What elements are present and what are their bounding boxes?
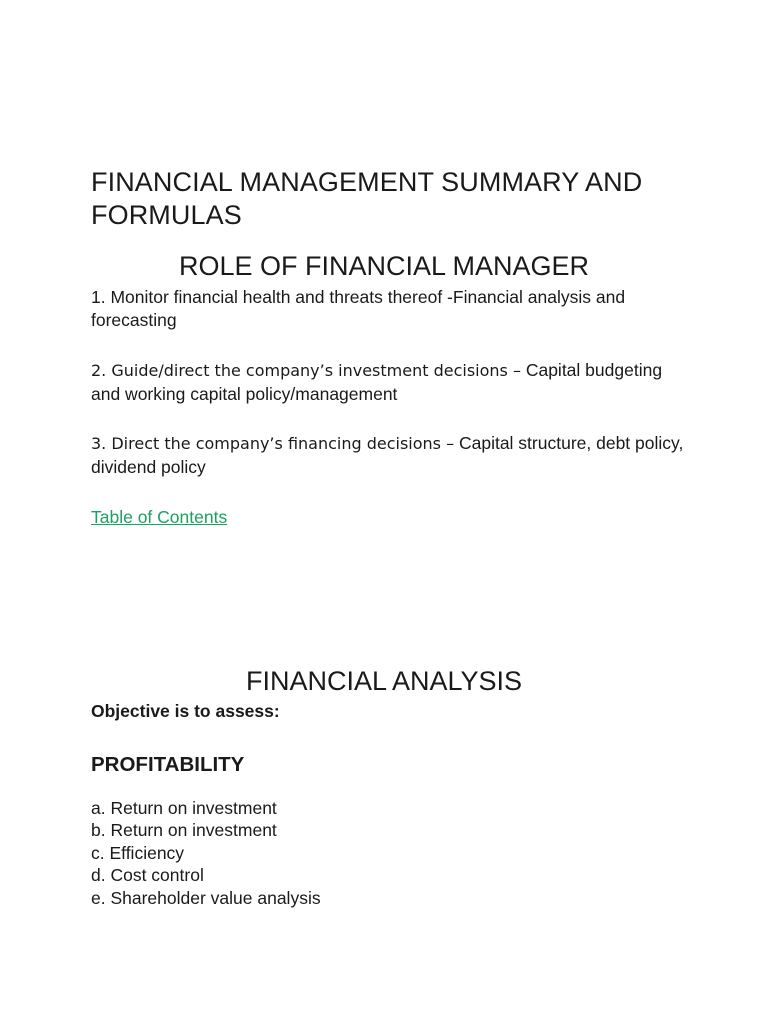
list-item: a. Return on investment	[91, 798, 277, 818]
list-item: e. Shareholder value analysis	[91, 887, 321, 908]
role-item-2	[91, 359, 691, 405]
table-of-contents-link[interactable]: Table of Contents	[91, 507, 228, 527]
role-item-2-lead: 2. Guide/direct the company’s investment decisions –	[91, 361, 521, 380]
role-item-3-lead: 3. Direct the company’s financing decisions –	[91, 434, 455, 453]
role-item-1	[91, 286, 691, 331]
objective-text: Objective is to assess:	[91, 701, 280, 721]
profitability-list	[91, 797, 321, 909]
role-item-2-text: Capital budgeting and working capital policy/management	[91, 360, 663, 404]
list-item: c. Efficiency	[91, 842, 185, 863]
list-item: d. Cost control	[91, 865, 204, 886]
role-item-3-text: Capital structure, debt policy, dividend policy	[91, 433, 684, 477]
profitability-heading: PROFITABILITY	[91, 753, 245, 776]
role-item-1-text: 1. Monitor financial health and threats thereof -Financial analysis and forecasting	[91, 287, 626, 330]
section-heading-role: ROLE OF FINANCIAL MANAGER	[178, 251, 590, 281]
document-title: FINANCIAL MANAGEMENT SUMMARY AND FORMULAS	[91, 167, 643, 230]
list-item: b. Return on investment	[91, 820, 277, 841]
section-heading-financial-analysis: FINANCIAL ANALYSIS	[245, 666, 523, 696]
role-item-3	[91, 432, 691, 478]
